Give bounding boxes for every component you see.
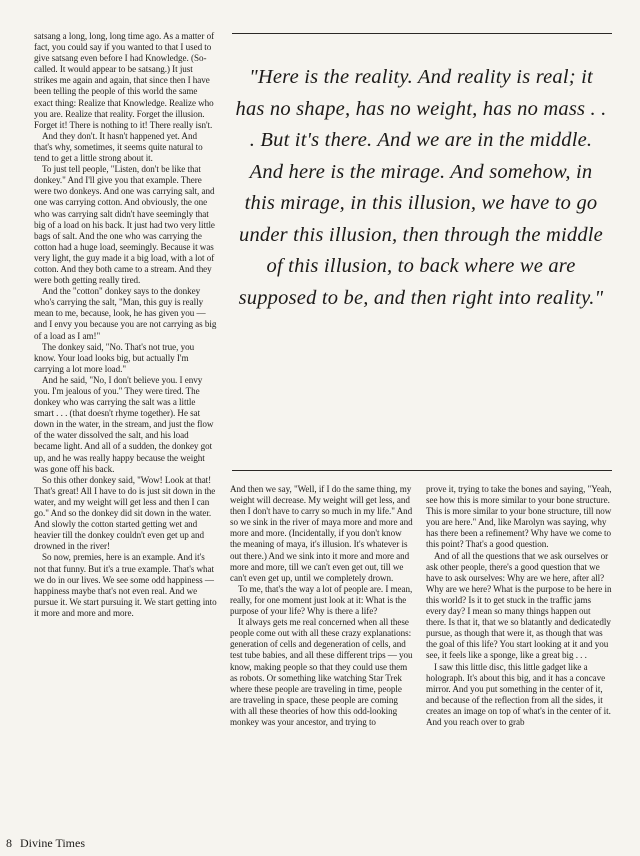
right-text-column: [426, 484, 612, 728]
paragraph: So now, premies, here is an example. And it's not that funny. But it's a true example. That's what we do in our lives. We see some odd happiness — happiness maybe that's not even real. And we pursue it. We start pursuing it. We start getting into it more and more and more.: [34, 552, 217, 618]
paragraph: And then we say, "Well, if I do the same thing, my weight will decrease. My weight will get less, and then I don't have to carry so much in my life." And so we sink in the river of maya more and more and more and more. (Incidentally, if you don't know the meaning of maya, it's illusion. It's whatever is out there.) And we sink into it more and more and more and more, till we can't even get out, till we can't even get up, until we completely drown.: [230, 484, 413, 583]
middle-text-column: [230, 484, 414, 728]
publication-name: Divine Times: [20, 836, 86, 850]
paragraph: And he said, "No, I don't believe you. I envy you. I'm jealous of you." They were tired. The donkey who was carrying the salt was a little smart . . . (that doesn't rhyme together). He sat down in the water, in the stream, and just the flow of the water dissolved the salt, and his load became light. And all of a sudden, the donkey got up, and he was really happy because the weight was gone off his back.: [34, 374, 214, 474]
page-number: 8: [6, 836, 12, 850]
pull-quote: "Here is the reality. And reality is real; it has no shape, has no weight, has no mass . . . But it's there. And we are in the middle. And here is the mirage. And somehow, in this mirage, in this illusion, we have to go under this illusion, then through the middle of this illusion, to back where we are supposed to be, and then right into reality.": [235, 66, 607, 309]
paragraph: I saw this little disc, this little gadget like a holograph. It's about this big, and it has a concave mirror. And you put something in the center of it, and because of the reflection from all the sides, it creates an image on top of what's in the center of it. And you reach over to grab: [426, 661, 611, 727]
pull-quote-bottom-rule: [232, 470, 612, 471]
paragraph: To me, that's the way a lot of people are. I mean, really, for one moment just look at it: What is the purpose of your life? Why is there a life?: [230, 583, 413, 617]
paragraph: To just tell people, "Listen, don't be like that donkey." And I'll give you that example. There were two donkeys. And one was carrying salt, and one was carrying cotton. And obviously, the one who was carrying salt didn't have seemingly that big of a load on his back. It just had two very little bags of salt. And the one who was carrying the cotton had a huge load, seemingly. Because it was very light, the guy made it a big load, with a lot of cotton. And they both came to a stream. And they were both getting really tired.: [34, 164, 215, 286]
paragraph: The donkey said, "No. That's not true, you know. Your load looks big, but actually I'm carrying a lot more load.": [34, 341, 195, 374]
paragraph: And they don't. It hasn't happened yet. And that's why, sometimes, it seems quite natural to tend to get a little strong about it.: [34, 130, 203, 164]
page-footer: [6, 836, 85, 851]
pull-quote-top-rule: [232, 33, 612, 34]
paragraph: It always gets me real concerned when all these people come out with all these crazy explanations: generation of cells and degeneration of cells, and test tube babies, and all these different trips — you know, making people so that they could use them as robots. Or something like watching Star Trek where these people are traveling in time, people are traveling in space, these people are coming with all these theories of how this odd-looking monkey was your ancestor, and trying to: [230, 617, 413, 727]
paragraph: satsang a long, long, long time ago. As a matter of fact, you could say if you wanted to that I used to give satsang even before I had Knowledge. (So-called. It would appear to be satsang.) It just strikes me again and again, that since then I have been telling the people of this world the same exact thing: Realize that Knowledge. Realize who you are. Realize that reality. Forget the illusion. Forget it! There is nothing to it! There really isn't.: [34, 31, 215, 130]
paragraph: So this other donkey said, "Wow! Look at that! That's great! All I have to do is just sit down in the water, and my weight will get less and then I can go." And so the donkey did sit down in the water. And slowly the cotton started getting wet and heavier till the donkey couldn't even get up and drowned in the river!: [34, 474, 216, 552]
paragraph: prove it, trying to take the bones and saying, "Yeah, see how this is more similar to your bone structure. This is more similar to your bone structure, till now you are here." And, like Marolyn was saying, why has there been a refinement? Why have we come to this point? That's a good question.: [426, 484, 612, 550]
left-text-column: [34, 31, 217, 619]
paragraph: And of all the questions that we ask ourselves or ask other people, there's a good question that we have to ask ourselves: Why are we here, after all? Why are we here? What is the purpose to be here in this world? Is it to get stuck in the traffic jams every day? I mean so many things happen out there. Is that it, that we so blatantly and dedicatedly pursue, as though that were it, as though that was the goal of this life? You start looking at it and you see, it feels like a sponge, like a great big . . .: [426, 550, 612, 661]
paragraph: And the "cotton" donkey says to the donkey who's carrying the salt, "Man, this guy is really mean to me, because, look, he has given you — and I envy you because you are not carrying as big of a load as I am!": [34, 286, 217, 341]
